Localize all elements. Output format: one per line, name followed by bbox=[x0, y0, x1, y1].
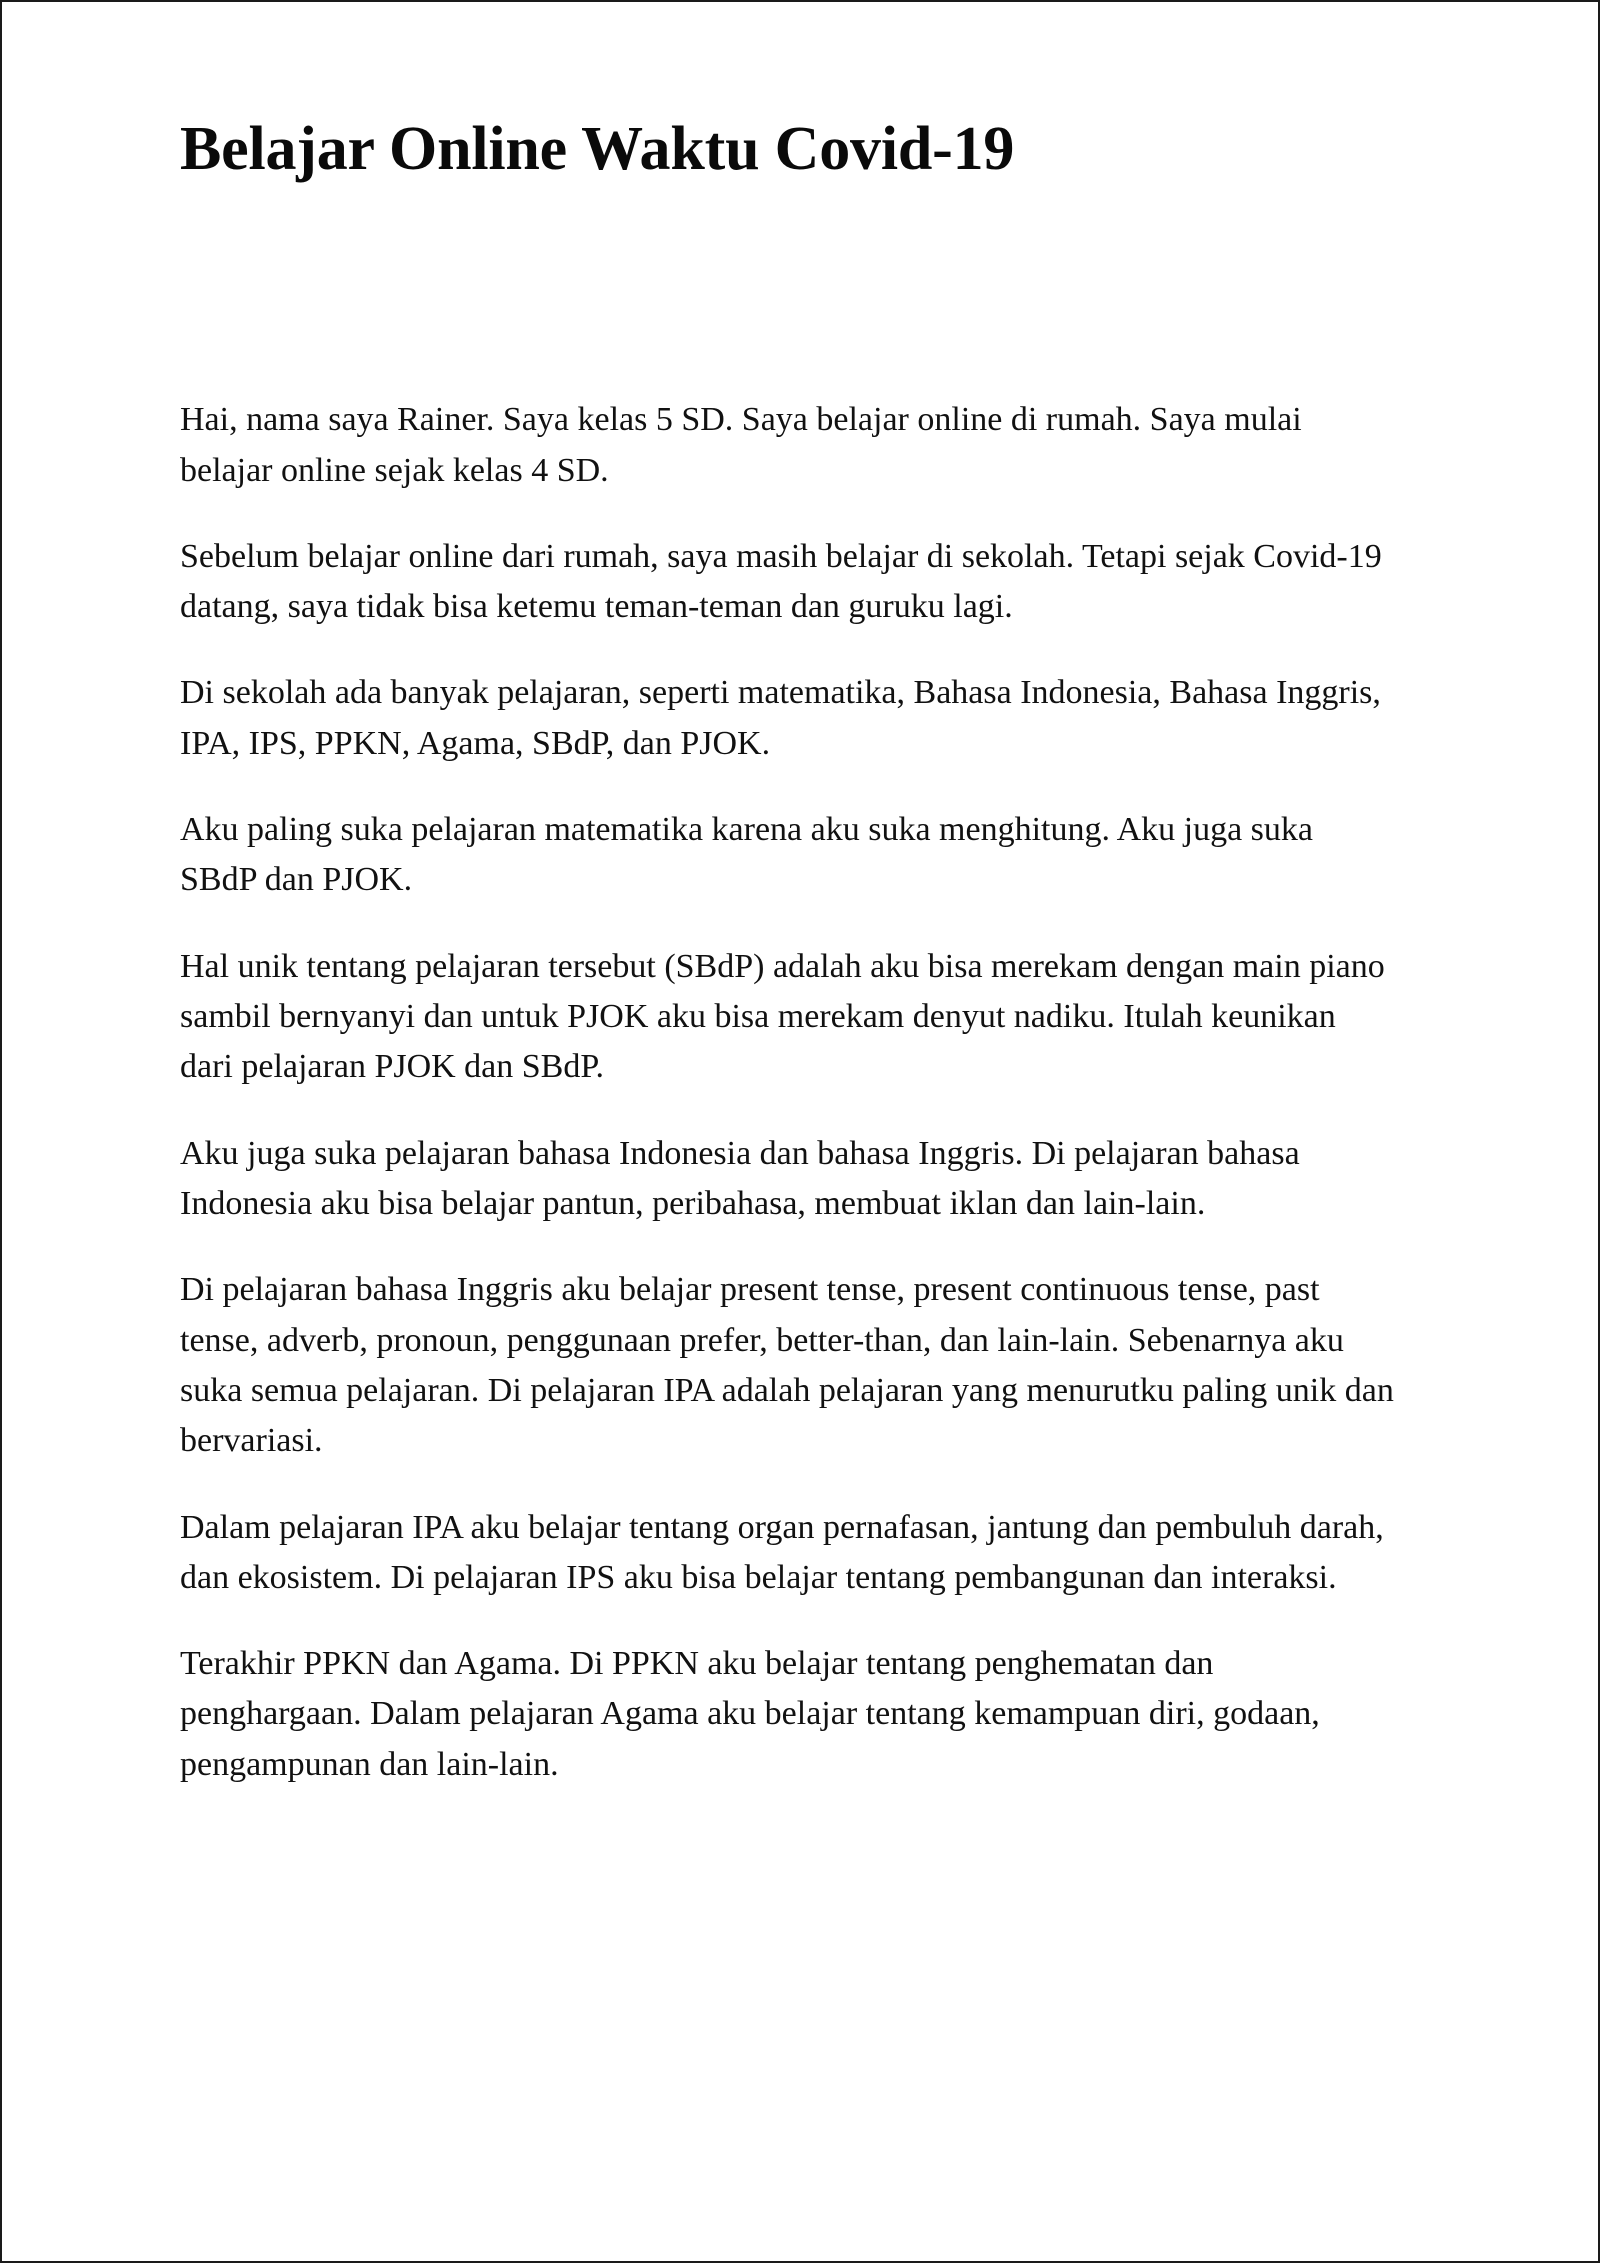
paragraph: Di sekolah ada banyak pelajaran, seperti matematika, Bahasa Indonesia, Bahasa Inggris, IPA, IPS, PPKN, Agama, SBdP, dan PJOK. bbox=[180, 674, 1381, 762]
paragraph: Aku paling suka pelajaran matematika karena aku suka menghitung. Aku juga suka SBdP dan PJOK. bbox=[180, 811, 1314, 899]
paragraph: Hai, nama saya Rainer. Saya kelas 5 SD. Saya belajar online di rumah. Saya mulai belajar online sejak kelas 4 SD. bbox=[180, 401, 1302, 489]
paragraph: Terakhir PPKN dan Agama. Di PPKN aku belajar tentang penghematan dan penghargaan. Dalam pelajaran Agama aku belajar tentang kemampuan diri, godaan, pengampunan dan lain-lain. bbox=[180, 1645, 1320, 1783]
page-content bbox=[180, 2, 1395, 1790]
paragraph: Aku juga suka pelajaran bahasa Indonesia dan bahasa Inggris. Di pelajaran bahasa Indonesia aku bisa belajar pantun, peribahasa, membuat iklan dan lain-lain. bbox=[180, 1134, 1300, 1222]
page-title: Belajar Online Waktu Covid-19 bbox=[180, 115, 1015, 183]
paragraph: Dalam pelajaran IPA aku belajar tentang organ pernafasan, jantung dan pembuluh darah, dan ekosistem. Di pelajaran IPS aku bisa belajar tentang pembangunan dan interaksi. bbox=[180, 1508, 1384, 1596]
document-body bbox=[180, 395, 1395, 1790]
paragraph: Sebelum belajar online dari rumah, saya masih belajar di sekolah. Tetapi sejak Covid-19 datang, saya tidak bisa ketemu teman-teman dan guruku lagi. bbox=[180, 537, 1382, 626]
paragraph: Hal unik tentang pelajaran tersebut (SBdP) adalah aku bisa merekam dengan main piano sambil bernyanyi dan untuk PJOK aku bisa merekam denyut nadiku. Itulah keunikan dari pelajaran PJOK dan SBdP. bbox=[180, 947, 1385, 1086]
paragraph: Di pelajaran bahasa Inggris aku belajar present tense, present continuous tense, past tense, adverb, pronoun, penggunaan prefer, better-than, dan lain-lain. Sebenarnya aku suka semua pelajaran. Di pelajaran IPA adalah pelajaran yang menurutku paling unik dan bervariasi. bbox=[180, 1271, 1394, 1460]
